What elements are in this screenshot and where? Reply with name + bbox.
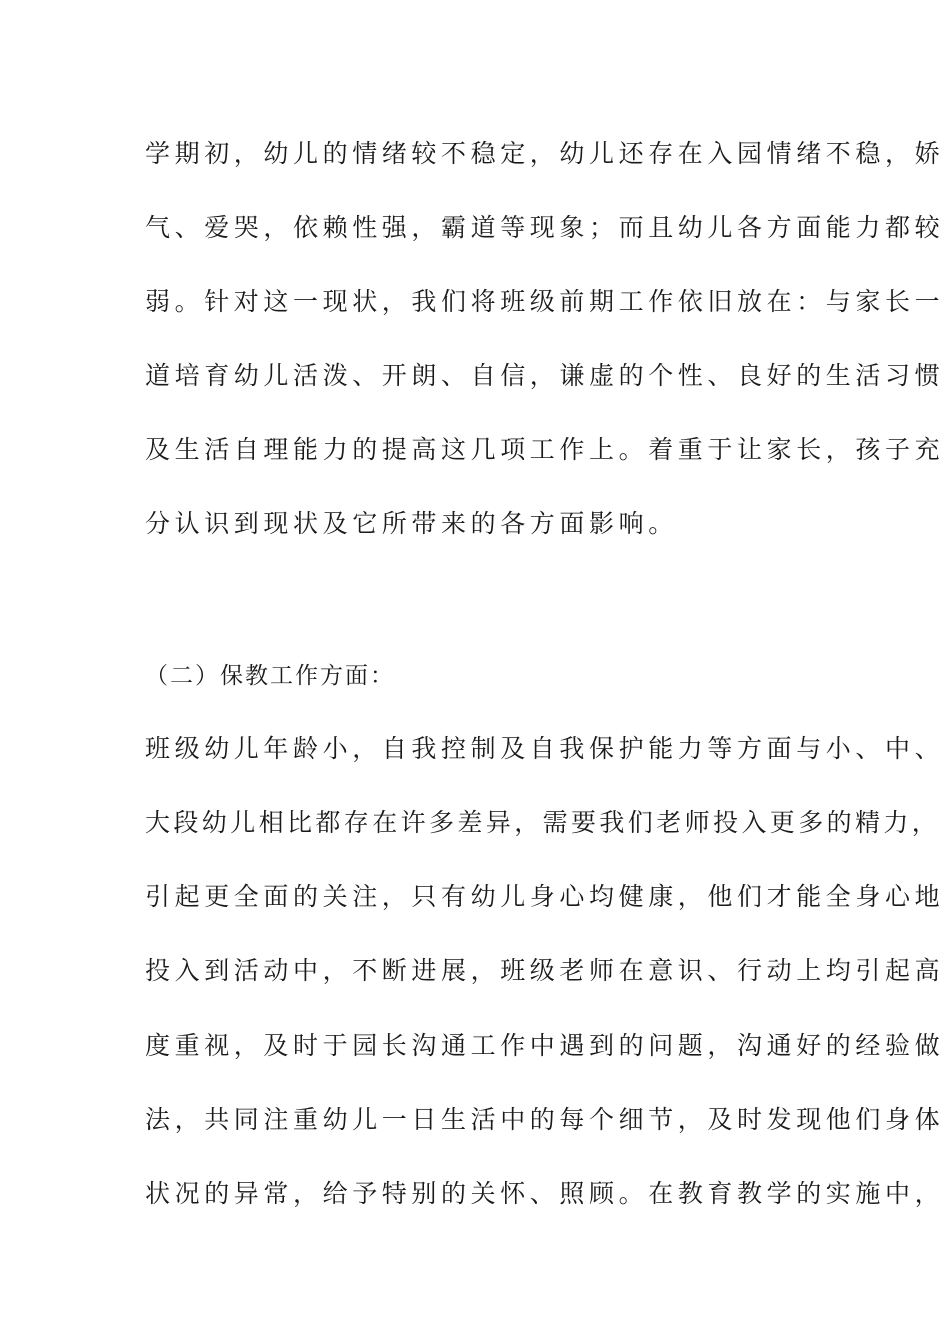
text-line: 分认识到现状及它所带来的各方面影响。 [145, 509, 678, 538]
text-line: 投入到活动中，不断进展，班级老师在意识、行动上均引起高 [145, 956, 945, 985]
text-line: 大段幼儿相比都存在许多差异，需要我们老师投入更多的精力， [145, 808, 941, 837]
text-line: 引起更全面的关注，只有幼儿身心均健康，他们才能全身心地 [145, 882, 945, 911]
text-line: 学期初，幼儿的情绪较不稳定，幼儿还存在入园情绪不稳，娇 [145, 139, 945, 168]
text-line: 法，共同注重幼儿一日生活中的每个细节，及时发现他们身体 [145, 1105, 945, 1134]
text-line: 班级幼儿年龄小，自我控制及自我保护能力等方面与小、中、 [145, 734, 945, 763]
text-line: 弱。针对这一现状，我们将班级前期工作依旧放在：与家长一 [145, 287, 945, 316]
text-line: 道培育幼儿活泼、开朗、自信，谦虚的个性、良好的生活习惯 [145, 361, 945, 390]
text-line: 及生活自理能力的提高这几项工作上。着重于让家长，孩子充 [145, 435, 945, 464]
section-heading: （二）保教工作方面： [145, 663, 395, 689]
text-line: 状况的异常，给予特别的关怀、照顾。在教育教学的实施中， [145, 1179, 945, 1208]
text-line: 气、爱哭，依赖性强，霸道等现象；而且幼儿各方面能力都较 [145, 213, 945, 242]
text-line: 度重视，及时于园长沟通工作中遇到的问题，沟通好的经验做 [145, 1031, 945, 1060]
